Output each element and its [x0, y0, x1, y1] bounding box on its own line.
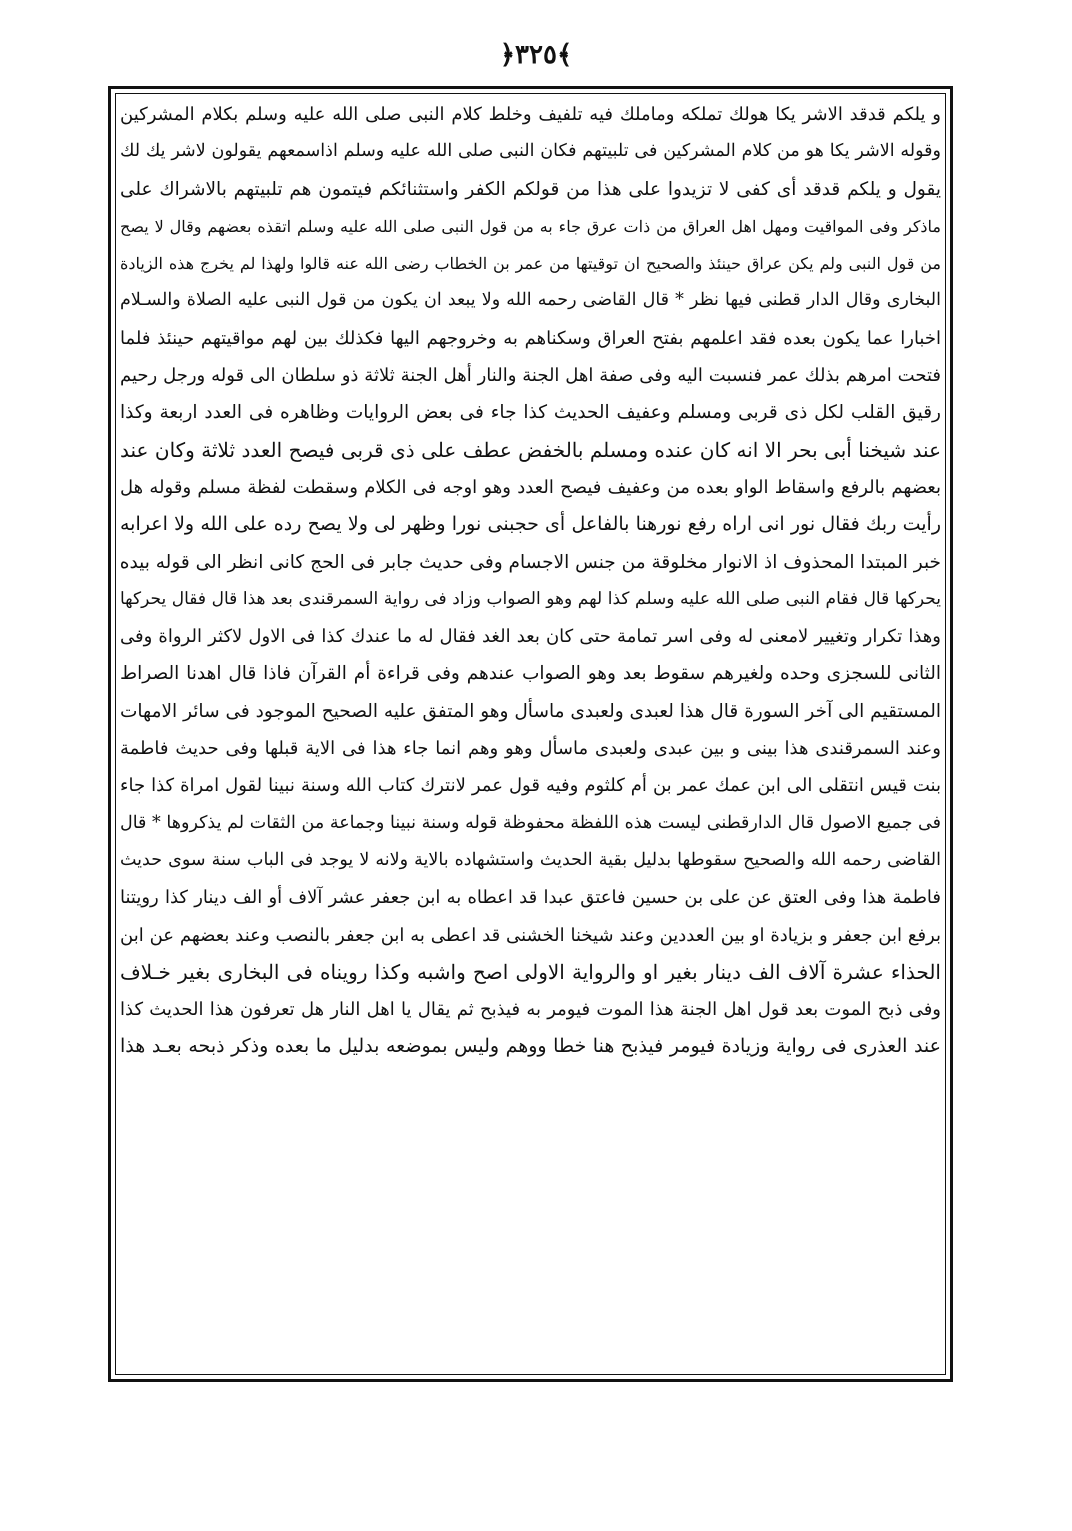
text-line: ماذكر وفى المواقيت ومهل اهل العراق من ذات عرق جاء به من قول النبى صلى الله عليه وسلم اتقذه بعضهم وقال لا يصح: [120, 216, 941, 236]
text-body: [120, 96, 941, 1366]
text-line: و يلكم قدقد الاشر يكا هولك تملكه وماملك فيه تلفيف وخلط كلام النبى صلى الله عليه وسلم بكلام المشركين: [120, 104, 941, 125]
text-line: وفى ذبح الموت بعد قول اهل الجنة هذا الموت فيومر به فيذبح ثم يقال يا اهل النار هل تعرفون هذا الحديث كذا: [120, 999, 941, 1021]
text-line: بنت قيس انتقلى الى ابن عمك عمر بن أم كلثوم وفيه قول عمر لانترك كتاب الله وسنة نبينا لقول امراة كذا جاء: [120, 775, 941, 797]
text-line: فتحت امرهم بذلك عمر فنسبت اليه وفى صفة اهل الجنة والنار أهل الجنة ثلاثة ذو سلطان الى قوله ورجل رحيم: [120, 365, 941, 387]
text-line: فاطمة هذا وفى العتق عن على بن حسين فاعتق عبدا قد اعطاه به ابن جعفر عشر آلاف أو الف دينار كذا رويتنا: [120, 887, 941, 909]
text-line: يقول و يلكم قدقد أى كفى لا تزيدوا على هذا من قولكم الكفر واستثنائكم فيتمون هم تلبيتهم بالاشراك على: [120, 178, 941, 200]
text-line: القاضى رحمه الله والصحيح سقوطها بدليل بقية الحديث واستشهاده بالاية ولانه لا يوجد فى الباب سنة سوى حديث: [120, 849, 941, 870]
text-line: اخبارا عما يكون بعده فقد اعلمهم بفتح العراق وسكناهم به وخروجهم اليها فكذلك بين لهم مواقيتهم حينئذ فلما: [120, 327, 941, 349]
text-line: يحركها قال فقام النبى صلى الله عليه وسلم كذا لهم وهو الصواب وزاد فى رواية السمرقندى بعد هذا قال فقال يحركها: [120, 588, 941, 609]
text-line: البخارى وقال الدار قطنى فيها نظر * قال القاضى رحمه الله ولا يبعد ان يكون من قول النبى عليه الصلاة والسـلام: [120, 290, 941, 311]
text-line: وعند السمرقندى هذا بينى و بين عبدى ولعبدى ماسأل وهو وهم انما جاء هذا فى الاية قبلها وفى حديث فاطمة: [120, 738, 941, 760]
text-line: رأيت ربك فقال نور انى اراه رفع نورهنا بالفاعل أى حجبنى نورا وظهر لى ولا يصح رده على الله ولا اعرابه: [120, 513, 941, 536]
page-number: ﴿٣٢٥﴾: [499, 40, 573, 70]
text-line: الثانى للسجزى وحده ولغيرهم سقوط بعد وهو الصواب عندهم وفى قراءة أم القرآن فاذا قال اهدنا الصراط: [120, 663, 941, 685]
text-line: الحذاء عشرة آلاف الف دينار بغير او والرواية الاولى اصح واشبه وكذا رويناه فى البخارى بغير خـلاف: [120, 959, 941, 984]
text-line: من قول النبى ولم يكن عراق حينئذ والصحيح ان توقيتها من عمر بن الخطاب رضى الله عنه قالوا ولهذا لم يخرج هذه الزيادة: [120, 254, 941, 274]
text-line: برفع ابن جعفر و بزيادة او بين العددين وعند شيخنا الخشنى قد اعطى به ابن جعفر بالنصب وعند بعضهم عن ابن: [120, 924, 941, 946]
text-line: بعضهم بالرفع واسقاط الواو بعده من وعفيف فيصح العدد وهو اوجه فى الكلام وسقطت لفظة مسلم وقوله هل: [120, 476, 941, 498]
text-line: عند شيخنا أبى بحر الا انه كان عنده ومسلم بالخفض عطف على ذى قربى فيصح العدد ثلاثة وكان عند: [120, 437, 941, 462]
text-line: وهذا تكرار وتغيير لامعنى له وفى اسر تمامة حتى كان بعد الغد فقال له ما عندك كذا فى الاول لاكثر الرواة وفى: [120, 626, 941, 648]
text-line: رقيق القلب لكل ذى قربى ومسلم وعفيف الحديث كذا جاء فى بعض الروايات وظاهره فى العدد اربعة وكذا: [120, 402, 941, 424]
text-line: فى جميع الاصول قال الدارقطنى ليست هذه اللفظة محفوظة قوله وسنة نبينا وجماعة من الثقات لم يذكروها * قال: [120, 812, 941, 833]
text-line: المستقيم الى آخر السورة قال هذا لعبدى ولعبدى ماسأل وهو المتفق عليه الصحيح الموجود فى سائر الامهات: [120, 700, 941, 722]
text-line: وقوله الاشر يكا هو من كلام المشركين فى تلبيتهم فكان النبى صلى الله عليه وسلم اذاسمعهم يقولون لاشر يك لك: [120, 141, 941, 162]
text-line: خبر المبتدا المحذوف اذ الانوار مخلوقة من جنس الاجسام وفى حديث جابر فى الحج كانى انظر الى قوله بيده: [120, 551, 941, 573]
text-line: عند العذرى فى رواية وزيادة فيومر فيذبح هنا خطا ووهم وليس بموضعه بدليل ما بعده وذكر ذبحه بعـد هذا: [120, 1035, 941, 1058]
